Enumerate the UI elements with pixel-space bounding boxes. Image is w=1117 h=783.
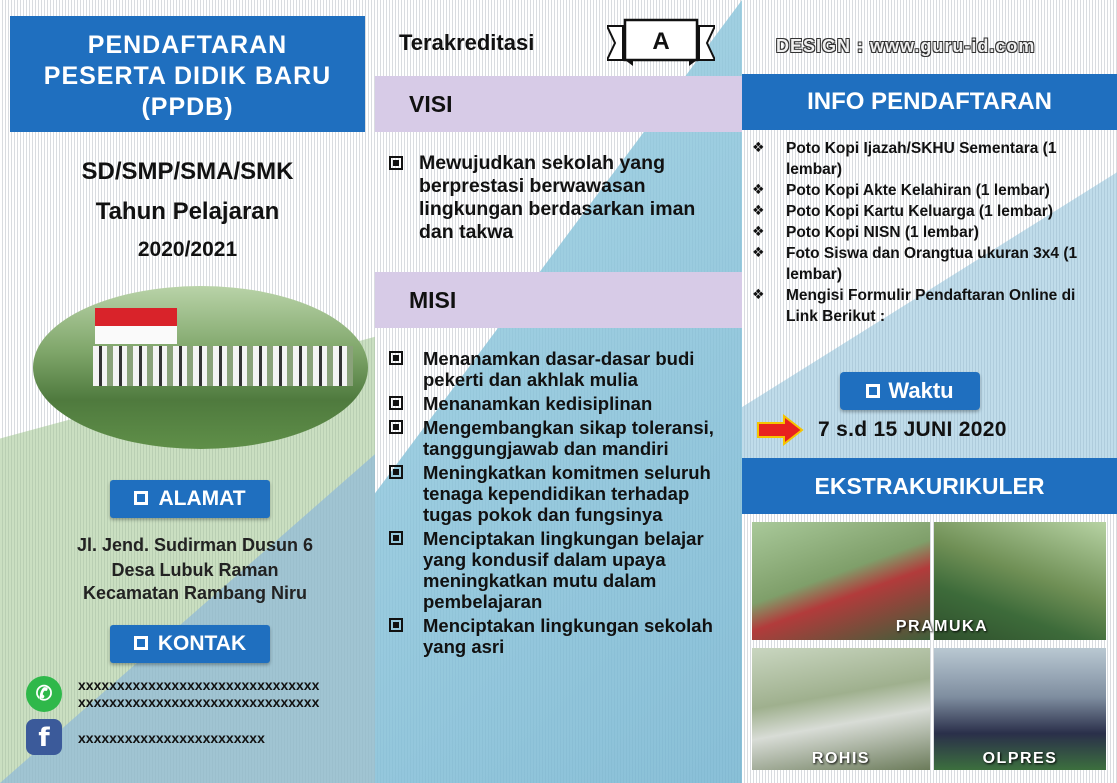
address-line-3: Kecamatan Rambang Niru <box>82 583 308 603</box>
right-panel <box>742 0 1117 783</box>
rohis-label: ROHIS <box>811 750 871 767</box>
facebook-account: xxxxxxxxxxxxxxxxxxxxxxxx <box>78 729 265 746</box>
left-panel <box>0 0 375 783</box>
students-group <box>93 346 353 386</box>
arrow-right-icon <box>756 414 804 446</box>
square-bullet-icon <box>389 351 403 365</box>
olpres-photo <box>934 648 1106 770</box>
misi-item-2: Menanamkan kedisiplinan <box>423 393 653 414</box>
list-item <box>750 243 1110 285</box>
list-item <box>383 462 733 525</box>
requirement-4: Poto Kopi NISN (1 lembar) <box>786 224 979 241</box>
whatsapp-line-2: xxxxxxxxxxxxxxxxxxxxxxxxxxxxxxx <box>78 694 320 710</box>
olpres-label: OLPRES <box>982 750 1058 767</box>
facebook-contact <box>26 719 265 755</box>
middle-panel <box>375 0 742 783</box>
ppdb-title-box <box>10 16 365 132</box>
checkbox-icon <box>866 384 880 398</box>
info-heading: INFO PENDAFTARAN <box>742 74 1117 130</box>
whatsapp-contact <box>26 676 319 712</box>
list-item <box>750 138 1110 180</box>
diamond-bullet-icon: ❖ <box>752 287 765 303</box>
diamond-bullet-icon: ❖ <box>752 182 765 198</box>
square-bullet-icon <box>389 531 403 545</box>
list-item <box>383 393 733 414</box>
title-line-3: (PPDB) <box>141 93 234 121</box>
list-item <box>750 285 1110 327</box>
flag-white-stripe <box>95 326 177 344</box>
address-heading-pill <box>110 480 270 518</box>
pramuka-label: PRAMUKA <box>895 618 989 635</box>
requirement-5: Foto Siswa dan Orangtua ukuran 3x4 (1 lembar) <box>786 245 1078 283</box>
contact-heading: KONTAK <box>157 632 247 655</box>
misi-list <box>383 348 733 660</box>
list-item <box>750 222 1110 243</box>
accreditation-label: Terakreditasi <box>399 30 535 55</box>
time-heading-pill <box>840 372 980 410</box>
square-bullet-icon <box>389 156 403 170</box>
misi-item-6: Menciptakan lingkungan sekolah yang asri <box>423 615 713 657</box>
requirement-2: Poto Kopi Akte Kelahiran (1 lembar) <box>786 182 1050 199</box>
title-line-2: PESERTA DIDIK BARU <box>43 62 332 90</box>
title-line-1: PENDAFTARAN <box>87 31 288 59</box>
list-item <box>389 152 734 244</box>
whatsapp-line-1: xxxxxxxxxxxxxxxxxxxxxxxxxxxxxxx <box>78 677 320 693</box>
requirement-6: Mengisi Formulir Pendaftaran Online di Link Berikut : <box>786 287 1076 325</box>
visi-text: Mewujudkan sekolah yang berprestasi berwawasan lingkungan berdasarkan iman dan takwa <box>419 152 696 243</box>
misi-item-4: Meningkatkan komitmen seluruh tenaga kependidikan terhadap tugas pokok dan fungsinya <box>423 462 711 525</box>
list-item <box>383 528 733 612</box>
school-levels: SD/SMP/SMA/SMK <box>81 158 294 185</box>
registration-dates <box>756 414 1007 446</box>
rohis-photo <box>752 648 930 770</box>
flag-ceremony-photo <box>33 286 368 449</box>
visi-list <box>389 152 734 244</box>
whatsapp-icon: ✆ <box>26 676 62 712</box>
list-item <box>750 180 1110 201</box>
misi-item-3: Mengembangkan sikap toleransi, tanggungjawab dan mandiri <box>423 417 714 459</box>
square-bullet-icon <box>389 618 403 632</box>
time-heading: Waktu <box>888 378 954 403</box>
checkbox-icon <box>134 491 148 505</box>
checkbox-icon <box>134 636 148 650</box>
misi-item-1: Menanamkan dasar-dasar budi pekerti dan akhlak mulia <box>423 348 695 390</box>
academic-year-label: Tahun Pelajaran <box>95 198 280 225</box>
address-line-1: Jl. Jend. Sudirman Dusun 6 <box>76 535 314 555</box>
visi-heading: VISI <box>375 76 742 132</box>
square-bullet-icon <box>389 420 403 434</box>
accreditation-ribbon <box>607 18 715 66</box>
contact-heading-pill <box>110 625 270 663</box>
square-bullet-icon <box>389 465 403 479</box>
list-item <box>383 615 733 657</box>
whatsapp-numbers <box>78 677 319 711</box>
address-line-2: Desa Lubuk Raman <box>111 560 279 580</box>
requirements-list <box>750 138 1110 327</box>
design-credit: DESIGN : www.guru-id.com <box>776 36 1036 56</box>
diamond-bullet-icon: ❖ <box>752 245 765 261</box>
diamond-bullet-icon: ❖ <box>752 224 765 240</box>
list-item <box>383 417 733 459</box>
academic-year: 2020/2021 <box>137 238 238 261</box>
address-heading: ALAMAT <box>158 487 246 510</box>
facebook-icon: f <box>26 719 62 755</box>
extracurricular-heading: EKSTRAKURIKULER <box>742 458 1117 514</box>
list-item <box>750 201 1110 222</box>
flag-red-stripe <box>95 308 177 326</box>
misi-heading: MISI <box>375 272 742 328</box>
accreditation-grade: A <box>652 28 670 55</box>
misi-item-5: Menciptakan lingkungan belajar yang kondusif dalam upaya meningkatkan mutu dalam pembelajaran <box>423 528 704 612</box>
list-item <box>383 348 733 390</box>
diamond-bullet-icon: ❖ <box>752 140 765 156</box>
diamond-bullet-icon: ❖ <box>752 203 765 219</box>
registration-date-range: 7 s.d 15 JUNI 2020 <box>818 418 1007 441</box>
requirement-3: Poto Kopi Kartu Keluarga (1 lembar) <box>786 203 1053 220</box>
requirement-1: Poto Kopi Ijazah/SKHU Sementara (1 lembar) <box>786 140 1057 178</box>
square-bullet-icon <box>389 396 403 410</box>
